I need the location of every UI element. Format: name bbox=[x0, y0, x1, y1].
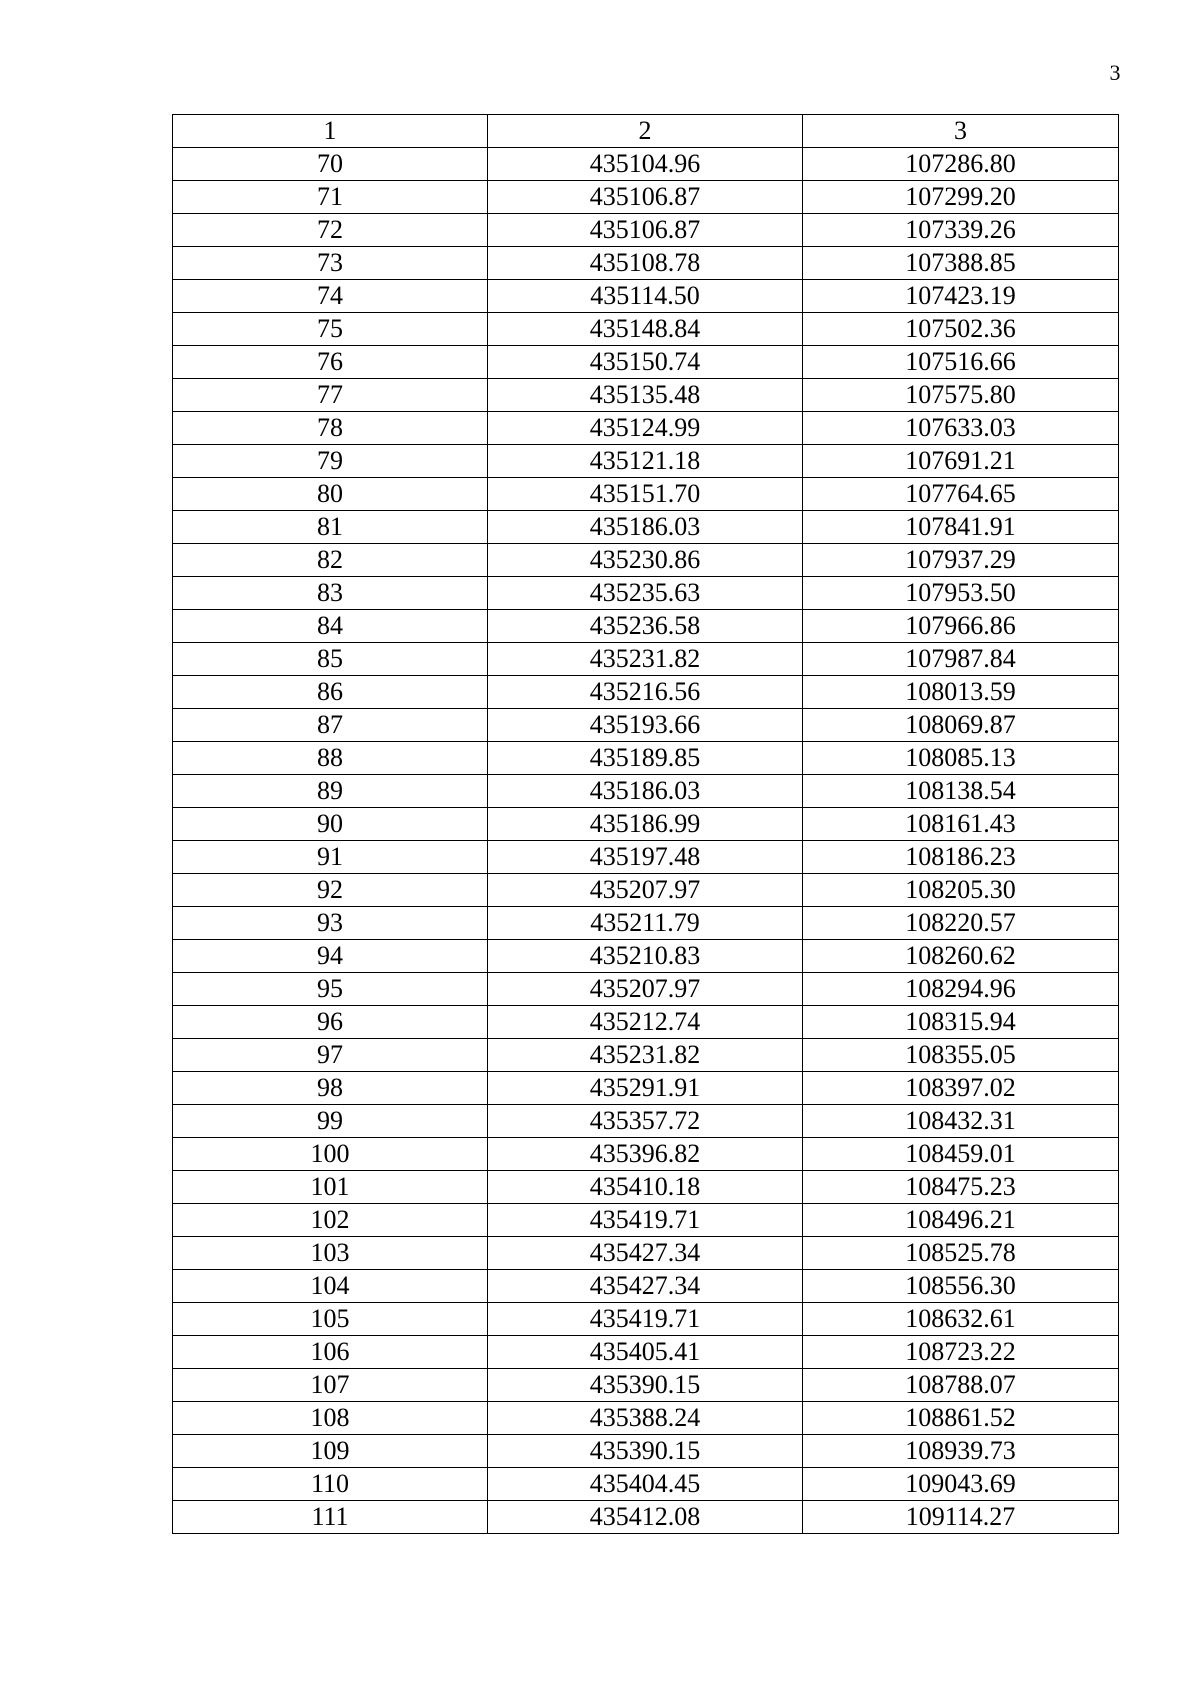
table-row bbox=[173, 1369, 1119, 1402]
y-coordinate-cell: 107937.29 bbox=[803, 544, 1119, 577]
table-row bbox=[173, 1270, 1119, 1303]
x-coordinate-cell: 435357.72 bbox=[488, 1105, 803, 1138]
y-coordinate-cell: 108355.05 bbox=[803, 1039, 1119, 1072]
point-number-cell: 87 bbox=[173, 709, 488, 742]
y-coordinate-cell: 108260.62 bbox=[803, 940, 1119, 973]
y-coordinate-cell: 108013.59 bbox=[803, 676, 1119, 709]
table-row bbox=[173, 940, 1119, 973]
y-coordinate-cell: 107987.84 bbox=[803, 643, 1119, 676]
header-cell-col-2: 2 bbox=[488, 115, 803, 148]
y-coordinate-cell: 107953.50 bbox=[803, 577, 1119, 610]
x-coordinate-cell: 435108.78 bbox=[488, 247, 803, 280]
table-row bbox=[173, 1237, 1119, 1270]
y-coordinate-cell: 108220.57 bbox=[803, 907, 1119, 940]
point-number-cell: 93 bbox=[173, 907, 488, 940]
point-number-cell: 74 bbox=[173, 280, 488, 313]
y-coordinate-cell: 107764.65 bbox=[803, 478, 1119, 511]
point-number-cell: 95 bbox=[173, 973, 488, 1006]
point-number-cell: 108 bbox=[173, 1402, 488, 1435]
x-coordinate-cell: 435186.03 bbox=[488, 511, 803, 544]
y-coordinate-cell: 107339.26 bbox=[803, 214, 1119, 247]
point-number-cell: 97 bbox=[173, 1039, 488, 1072]
point-number-cell: 111 bbox=[173, 1501, 488, 1534]
y-coordinate-cell: 108085.13 bbox=[803, 742, 1119, 775]
point-number-cell: 90 bbox=[173, 808, 488, 841]
table-header-row bbox=[173, 115, 1119, 148]
table-row bbox=[173, 214, 1119, 247]
table-row bbox=[173, 346, 1119, 379]
x-coordinate-cell: 435396.82 bbox=[488, 1138, 803, 1171]
y-coordinate-cell: 107502.36 bbox=[803, 313, 1119, 346]
table-row bbox=[173, 1402, 1119, 1435]
table-row bbox=[173, 577, 1119, 610]
table-row bbox=[173, 280, 1119, 313]
x-coordinate-cell: 435189.85 bbox=[488, 742, 803, 775]
y-coordinate-cell: 107575.80 bbox=[803, 379, 1119, 412]
x-coordinate-cell: 435230.86 bbox=[488, 544, 803, 577]
table-row bbox=[173, 907, 1119, 940]
y-coordinate-cell: 107388.85 bbox=[803, 247, 1119, 280]
table-row bbox=[173, 148, 1119, 181]
table-row bbox=[173, 808, 1119, 841]
y-coordinate-cell: 108788.07 bbox=[803, 1369, 1119, 1402]
x-coordinate-cell: 435148.84 bbox=[488, 313, 803, 346]
x-coordinate-cell: 435210.83 bbox=[488, 940, 803, 973]
table-row bbox=[173, 478, 1119, 511]
x-coordinate-cell: 435390.15 bbox=[488, 1369, 803, 1402]
point-number-cell: 86 bbox=[173, 676, 488, 709]
x-coordinate-cell: 435135.48 bbox=[488, 379, 803, 412]
table-row bbox=[173, 379, 1119, 412]
x-coordinate-cell: 435151.70 bbox=[488, 478, 803, 511]
point-number-cell: 83 bbox=[173, 577, 488, 610]
x-coordinate-cell: 435207.97 bbox=[488, 973, 803, 1006]
table-row bbox=[173, 544, 1119, 577]
point-number-cell: 89 bbox=[173, 775, 488, 808]
y-coordinate-cell: 108939.73 bbox=[803, 1435, 1119, 1468]
table-row bbox=[173, 610, 1119, 643]
x-coordinate-cell: 435186.99 bbox=[488, 808, 803, 841]
y-coordinate-cell: 108161.43 bbox=[803, 808, 1119, 841]
table-row bbox=[173, 709, 1119, 742]
point-number-cell: 84 bbox=[173, 610, 488, 643]
y-coordinate-cell: 108069.87 bbox=[803, 709, 1119, 742]
y-coordinate-cell: 108186.23 bbox=[803, 841, 1119, 874]
x-coordinate-cell: 435186.03 bbox=[488, 775, 803, 808]
point-number-cell: 72 bbox=[173, 214, 488, 247]
table-row bbox=[173, 412, 1119, 445]
x-coordinate-cell: 435193.66 bbox=[488, 709, 803, 742]
point-number-cell: 109 bbox=[173, 1435, 488, 1468]
point-number-cell: 104 bbox=[173, 1270, 488, 1303]
table-row bbox=[173, 841, 1119, 874]
table-row bbox=[173, 181, 1119, 214]
x-coordinate-cell: 435231.82 bbox=[488, 1039, 803, 1072]
point-number-cell: 78 bbox=[173, 412, 488, 445]
table-row bbox=[173, 1336, 1119, 1369]
y-coordinate-cell: 109114.27 bbox=[803, 1501, 1119, 1534]
point-number-cell: 88 bbox=[173, 742, 488, 775]
x-coordinate-cell: 435231.82 bbox=[488, 643, 803, 676]
x-coordinate-cell: 435427.34 bbox=[488, 1270, 803, 1303]
y-coordinate-cell: 107966.86 bbox=[803, 610, 1119, 643]
point-number-cell: 100 bbox=[173, 1138, 488, 1171]
x-coordinate-cell: 435150.74 bbox=[488, 346, 803, 379]
point-number-cell: 70 bbox=[173, 148, 488, 181]
y-coordinate-cell: 108315.94 bbox=[803, 1006, 1119, 1039]
table-row bbox=[173, 1039, 1119, 1072]
point-number-cell: 102 bbox=[173, 1204, 488, 1237]
y-coordinate-cell: 108294.96 bbox=[803, 973, 1119, 1006]
header-cell-col-1: 1 bbox=[173, 115, 488, 148]
point-number-cell: 82 bbox=[173, 544, 488, 577]
x-coordinate-cell: 435419.71 bbox=[488, 1303, 803, 1336]
x-coordinate-cell: 435235.63 bbox=[488, 577, 803, 610]
y-coordinate-cell: 108525.78 bbox=[803, 1237, 1119, 1270]
point-number-cell: 107 bbox=[173, 1369, 488, 1402]
x-coordinate-cell: 435216.56 bbox=[488, 676, 803, 709]
table-row bbox=[173, 1204, 1119, 1237]
y-coordinate-cell: 108723.22 bbox=[803, 1336, 1119, 1369]
table-row bbox=[173, 247, 1119, 280]
header-cell-col-3: 3 bbox=[803, 115, 1119, 148]
x-coordinate-cell: 435121.18 bbox=[488, 445, 803, 478]
table-row bbox=[173, 511, 1119, 544]
y-coordinate-cell: 108459.01 bbox=[803, 1138, 1119, 1171]
y-coordinate-cell: 107633.03 bbox=[803, 412, 1119, 445]
x-coordinate-cell: 435388.24 bbox=[488, 1402, 803, 1435]
y-coordinate-cell: 107286.80 bbox=[803, 148, 1119, 181]
y-coordinate-cell: 107423.19 bbox=[803, 280, 1119, 313]
point-number-cell: 96 bbox=[173, 1006, 488, 1039]
point-number-cell: 105 bbox=[173, 1303, 488, 1336]
table-row bbox=[173, 874, 1119, 907]
x-coordinate-cell: 435291.91 bbox=[488, 1072, 803, 1105]
y-coordinate-cell: 108397.02 bbox=[803, 1072, 1119, 1105]
point-number-cell: 101 bbox=[173, 1171, 488, 1204]
x-coordinate-cell: 435405.41 bbox=[488, 1336, 803, 1369]
table-row bbox=[173, 1006, 1119, 1039]
table-row bbox=[173, 1072, 1119, 1105]
point-number-cell: 98 bbox=[173, 1072, 488, 1105]
table-row bbox=[173, 313, 1119, 346]
page-number: 3 bbox=[1109, 60, 1121, 85]
y-coordinate-cell: 107841.91 bbox=[803, 511, 1119, 544]
table-row bbox=[173, 1501, 1119, 1534]
x-coordinate-cell: 435211.79 bbox=[488, 907, 803, 940]
y-coordinate-cell: 109043.69 bbox=[803, 1468, 1119, 1501]
y-coordinate-cell: 108556.30 bbox=[803, 1270, 1119, 1303]
table-row bbox=[173, 973, 1119, 1006]
x-coordinate-cell: 435412.08 bbox=[488, 1501, 803, 1534]
point-number-cell: 75 bbox=[173, 313, 488, 346]
x-coordinate-cell: 435419.71 bbox=[488, 1204, 803, 1237]
x-coordinate-cell: 435106.87 bbox=[488, 214, 803, 247]
table-row bbox=[173, 445, 1119, 478]
y-coordinate-cell: 108496.21 bbox=[803, 1204, 1119, 1237]
x-coordinate-cell: 435207.97 bbox=[488, 874, 803, 907]
x-coordinate-cell: 435410.18 bbox=[488, 1171, 803, 1204]
x-coordinate-cell: 435390.15 bbox=[488, 1435, 803, 1468]
point-number-cell: 79 bbox=[173, 445, 488, 478]
point-number-cell: 73 bbox=[173, 247, 488, 280]
table-row bbox=[173, 775, 1119, 808]
x-coordinate-cell: 435124.99 bbox=[488, 412, 803, 445]
table-row bbox=[173, 676, 1119, 709]
y-coordinate-cell: 108138.54 bbox=[803, 775, 1119, 808]
coordinates-table bbox=[172, 114, 1119, 1534]
x-coordinate-cell: 435236.58 bbox=[488, 610, 803, 643]
point-number-cell: 76 bbox=[173, 346, 488, 379]
point-number-cell: 103 bbox=[173, 1237, 488, 1270]
point-number-cell: 91 bbox=[173, 841, 488, 874]
x-coordinate-cell: 435106.87 bbox=[488, 181, 803, 214]
point-number-cell: 77 bbox=[173, 379, 488, 412]
x-coordinate-cell: 435104.96 bbox=[488, 148, 803, 181]
point-number-cell: 92 bbox=[173, 874, 488, 907]
y-coordinate-cell: 107299.20 bbox=[803, 181, 1119, 214]
point-number-cell: 80 bbox=[173, 478, 488, 511]
y-coordinate-cell: 108432.31 bbox=[803, 1105, 1119, 1138]
y-coordinate-cell: 107691.21 bbox=[803, 445, 1119, 478]
point-number-cell: 94 bbox=[173, 940, 488, 973]
table-row bbox=[173, 742, 1119, 775]
point-number-cell: 81 bbox=[173, 511, 488, 544]
x-coordinate-cell: 435404.45 bbox=[488, 1468, 803, 1501]
x-coordinate-cell: 435114.50 bbox=[488, 280, 803, 313]
x-coordinate-cell: 435212.74 bbox=[488, 1006, 803, 1039]
point-number-cell: 85 bbox=[173, 643, 488, 676]
y-coordinate-cell: 108205.30 bbox=[803, 874, 1119, 907]
table-row bbox=[173, 1303, 1119, 1336]
y-coordinate-cell: 108861.52 bbox=[803, 1402, 1119, 1435]
point-number-cell: 106 bbox=[173, 1336, 488, 1369]
x-coordinate-cell: 435427.34 bbox=[488, 1237, 803, 1270]
y-coordinate-cell: 107516.66 bbox=[803, 346, 1119, 379]
table-row bbox=[173, 643, 1119, 676]
x-coordinate-cell: 435197.48 bbox=[488, 841, 803, 874]
point-number-cell: 99 bbox=[173, 1105, 488, 1138]
point-number-cell: 110 bbox=[173, 1468, 488, 1501]
table-row bbox=[173, 1468, 1119, 1501]
table-row bbox=[173, 1435, 1119, 1468]
y-coordinate-cell: 108475.23 bbox=[803, 1171, 1119, 1204]
point-number-cell: 71 bbox=[173, 181, 488, 214]
y-coordinate-cell: 108632.61 bbox=[803, 1303, 1119, 1336]
table-row bbox=[173, 1138, 1119, 1171]
table-row bbox=[173, 1105, 1119, 1138]
table-row bbox=[173, 1171, 1119, 1204]
